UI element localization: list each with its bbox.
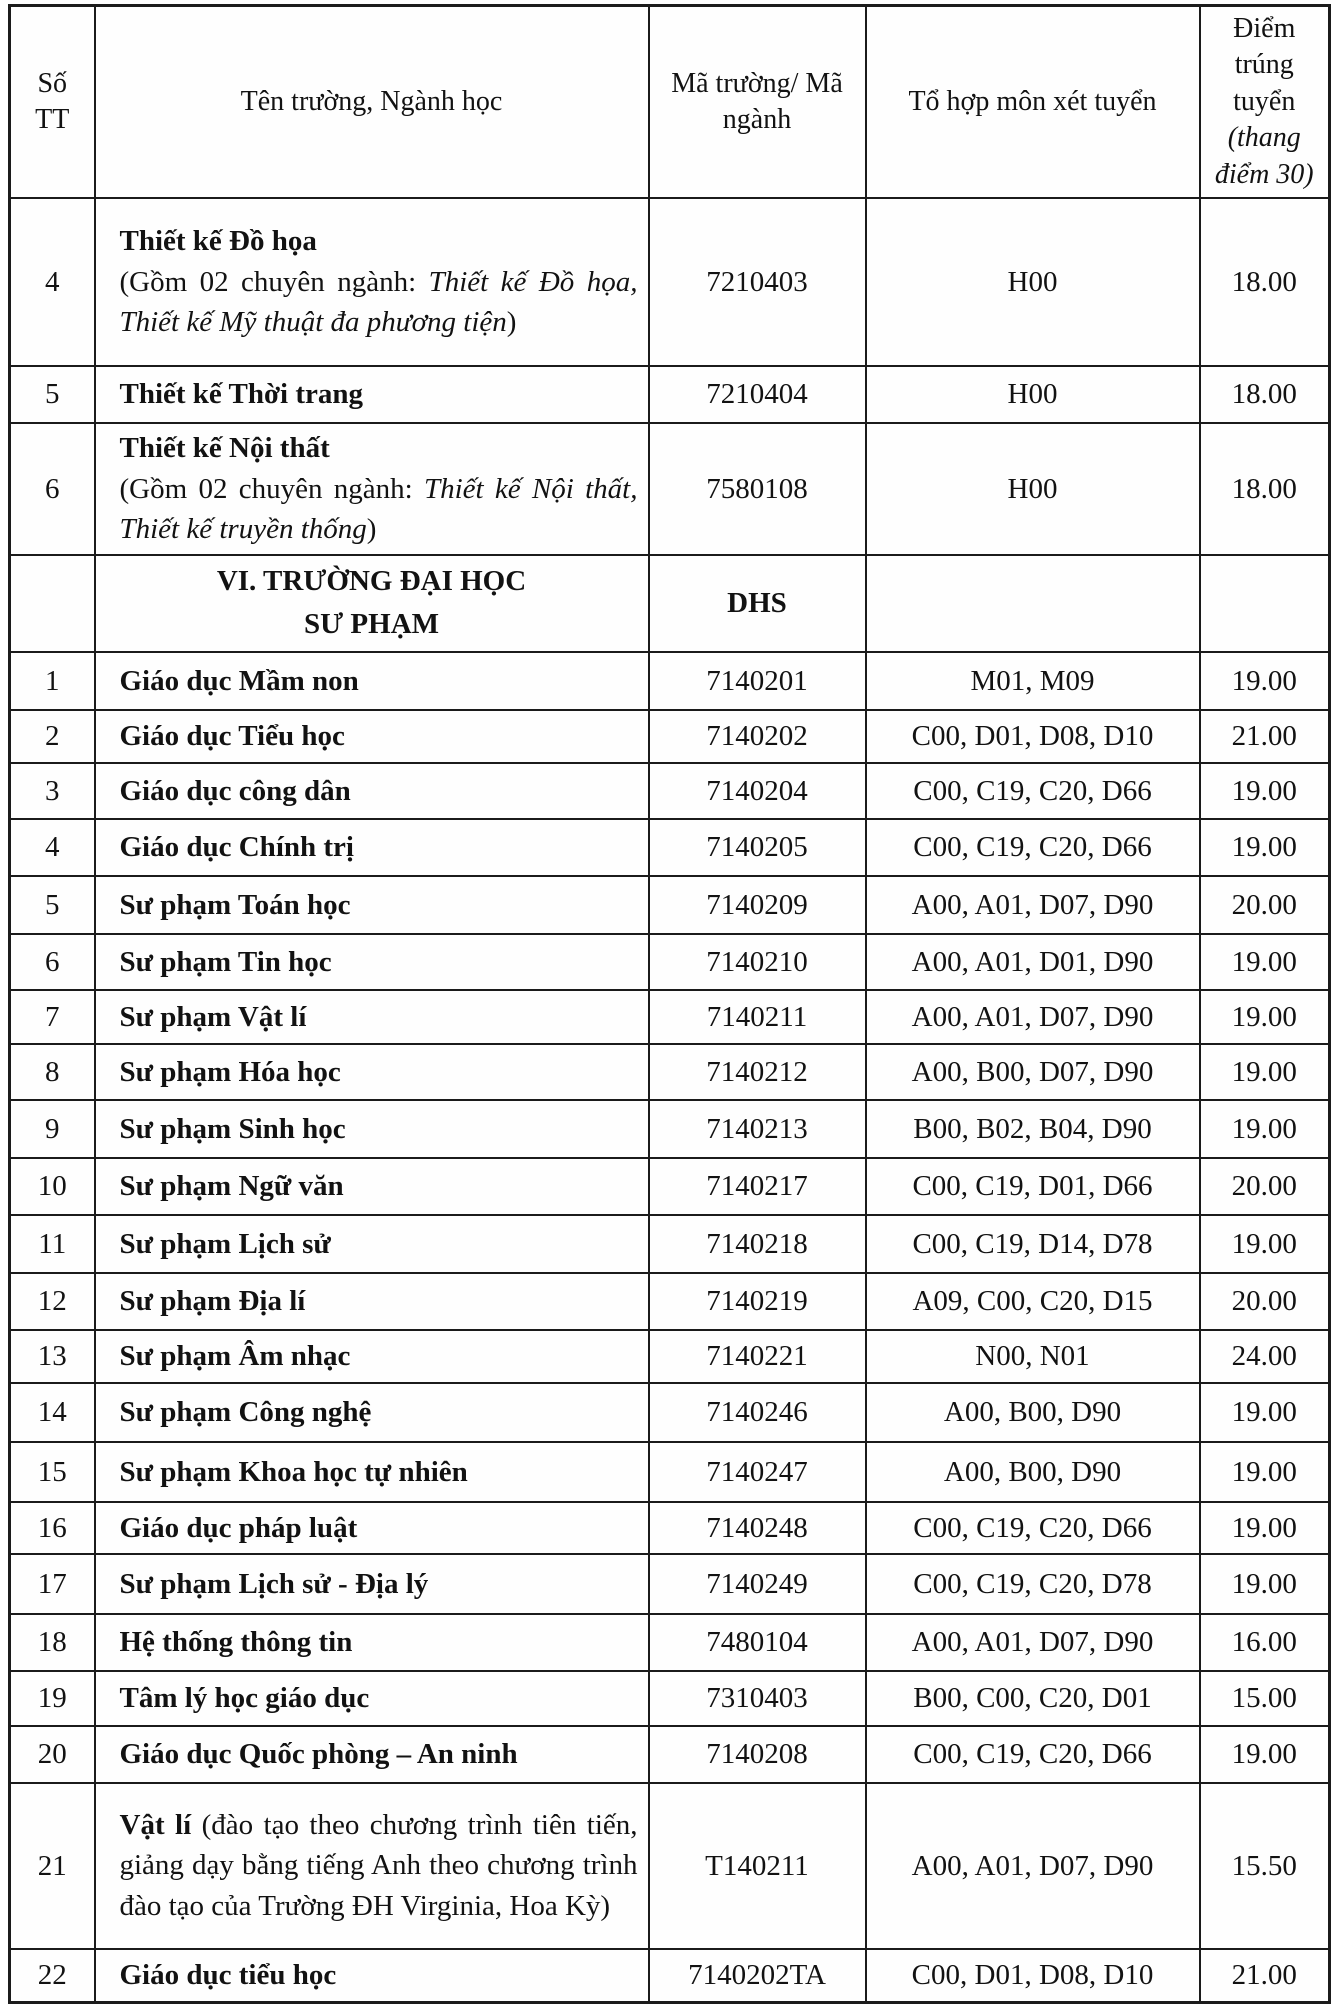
major-name-cell (95, 1044, 649, 1100)
major-name: Thiết kế Nội thất (119, 431, 330, 464)
subject-combo-cell: A00, B00, D90 (866, 1383, 1200, 1442)
major-name: Sư phạm Hóa học (119, 1055, 341, 1088)
table-row (10, 198, 1330, 366)
row-number-cell: 17 (10, 1554, 95, 1614)
major-code-cell: 7480104 (649, 1614, 866, 1671)
major-name: Sư phạm Âm nhạc (119, 1340, 351, 1373)
major-code-cell: 7140211 (649, 990, 866, 1044)
major-name-cell (95, 1383, 649, 1442)
row-number-cell (10, 555, 95, 652)
subject-combo-cell (866, 555, 1200, 652)
major-name-cell (95, 1273, 649, 1330)
header-stt-line1: Số (37, 67, 68, 99)
major-code-cell: 7140201 (649, 652, 866, 710)
major-name-cell (95, 198, 649, 366)
score-cell: 18.00 (1200, 198, 1330, 366)
row-number-cell: 5 (10, 366, 95, 423)
major-code-cell: 7580108 (649, 423, 866, 555)
subject-combo-cell: H00 (866, 198, 1200, 366)
table-row (10, 1502, 1330, 1554)
major-name-note-italic: Thiết kế Nội thất, Thiết kế truyền thống (119, 472, 638, 546)
header-code: Mã trường/ Mã ngành (649, 6, 866, 198)
major-code-cell: 7140246 (649, 1383, 866, 1442)
major-name-note-close: ) (506, 306, 517, 339)
subject-combo-cell: A00, A01, D07, D90 (866, 990, 1200, 1044)
table-row (10, 1726, 1330, 1783)
subject-combo-cell: A00, B00, D90 (866, 1442, 1200, 1502)
major-name-cell (95, 366, 649, 423)
major-name: Vật lí (119, 1808, 192, 1841)
major-name-cell (95, 876, 649, 934)
section-header-row (10, 555, 1330, 652)
major-name-cell (95, 1949, 649, 2003)
major-code-cell: 7140205 (649, 819, 866, 876)
major-code-cell: 7140204 (649, 763, 866, 819)
major-code-cell: 7140221 (649, 1330, 866, 1383)
subject-combo-cell: N00, N01 (866, 1330, 1200, 1383)
major-name: Sư phạm Sinh học (119, 1112, 346, 1145)
table-row (10, 934, 1330, 990)
major-name-cell (95, 423, 649, 555)
major-code-cell: 7140208 (649, 1726, 866, 1783)
row-number-cell: 13 (10, 1330, 95, 1383)
row-number-cell: 21 (10, 1783, 95, 1949)
major-name-cell (95, 1502, 649, 1554)
major-name-note: (đào tạo theo chương trình tiên tiến, giảng dạy bằng tiếng Anh theo chương trình đào tạo của Trường ĐH Virginia, Hoa Kỳ) (119, 1808, 638, 1923)
table-row (10, 652, 1330, 710)
major-name: Hệ thống thông tin (119, 1626, 353, 1659)
table-row (10, 1158, 1330, 1215)
row-number-cell: 19 (10, 1671, 95, 1726)
major-code-cell: 7210404 (649, 366, 866, 423)
major-name-note-close: ) (366, 513, 377, 546)
major-code-cell: 7140202TA (649, 1949, 866, 2003)
major-name: Giáo dục Mầm non (119, 664, 359, 697)
subject-combo-cell: C00, C19, C20, D66 (866, 763, 1200, 819)
subject-combo-cell: H00 (866, 423, 1200, 555)
score-cell: 19.00 (1200, 934, 1330, 990)
row-number-cell: 4 (10, 819, 95, 876)
row-number-cell: 12 (10, 1273, 95, 1330)
major-name-cell (95, 1158, 649, 1215)
header-combo: Tổ hợp môn xét tuyển (866, 6, 1200, 198)
row-number-cell: 8 (10, 1044, 95, 1100)
score-cell: 21.00 (1200, 710, 1330, 763)
row-number-cell: 7 (10, 990, 95, 1044)
row-number-cell: 14 (10, 1383, 95, 1442)
table-row (10, 819, 1330, 876)
major-name-cell (95, 819, 649, 876)
header-stt-line2: TT (35, 103, 70, 135)
major-name: Giáo dục công dân (119, 774, 351, 807)
score-cell: 19.00 (1200, 819, 1330, 876)
score-cell: 15.00 (1200, 1671, 1330, 1726)
major-code-cell: 7140213 (649, 1100, 866, 1158)
subject-combo-cell: C00, C19, C20, D78 (866, 1554, 1200, 1614)
table-row (10, 1044, 1330, 1100)
header-score (1200, 6, 1330, 198)
table-row (10, 1330, 1330, 1383)
subject-combo-cell: A09, C00, C20, D15 (866, 1273, 1200, 1330)
major-code-cell: 7140212 (649, 1044, 866, 1100)
score-cell: 19.00 (1200, 1044, 1330, 1100)
major-name: Thiết kế Đồ họa (119, 225, 317, 258)
header-row (10, 6, 1330, 198)
major-name-cell (95, 763, 649, 819)
major-name: Giáo dục pháp luật (119, 1511, 358, 1544)
school-code-cell (649, 555, 866, 652)
row-number-cell: 16 (10, 1502, 95, 1554)
subject-combo-cell: B00, C00, C20, D01 (866, 1671, 1200, 1726)
major-name-cell (95, 1442, 649, 1502)
table-row (10, 1949, 1330, 2003)
major-code-cell: T140211 (649, 1783, 866, 1949)
header-stt (10, 6, 95, 198)
score-cell (1200, 555, 1330, 652)
major-name: Sư phạm Toán học (119, 888, 351, 921)
major-name: Tâm lý học giáo dục (119, 1682, 370, 1715)
table-row (10, 1783, 1330, 1949)
score-cell: 19.00 (1200, 652, 1330, 710)
row-number-cell: 1 (10, 652, 95, 710)
major-code-cell: 7140247 (649, 1442, 866, 1502)
row-number-cell: 6 (10, 934, 95, 990)
major-name: Giáo dục Quốc phòng – An ninh (119, 1738, 518, 1771)
row-number-cell: 3 (10, 763, 95, 819)
major-name-cell (95, 1614, 649, 1671)
major-name: Giáo dục tiểu học (119, 1959, 337, 1992)
major-name-cell (95, 1330, 649, 1383)
major-name-note-italic: Thiết kế Đồ họa, Thiết kế Mỹ thuật đa phương tiện (119, 265, 638, 339)
major-name: Thiết kế Thời trang (119, 378, 364, 411)
table-row (10, 876, 1330, 934)
school-code: DHS (727, 587, 787, 620)
major-code-cell: 7140210 (649, 934, 866, 990)
score-cell: 19.00 (1200, 1215, 1330, 1273)
subject-combo-cell: A00, A01, D07, D90 (866, 876, 1200, 934)
major-name-cell (95, 652, 649, 710)
major-name-cell (95, 1554, 649, 1614)
table-row (10, 1442, 1330, 1502)
subject-combo-cell: C00, C19, C20, D66 (866, 819, 1200, 876)
subject-combo-cell: A00, A01, D07, D90 (866, 1614, 1200, 1671)
subject-combo-cell: A00, A01, D01, D90 (866, 934, 1200, 990)
major-name: Sư phạm Công nghệ (119, 1396, 372, 1429)
table-row (10, 1100, 1330, 1158)
score-cell: 19.00 (1200, 763, 1330, 819)
major-name-cell (95, 990, 649, 1044)
major-code-cell: 7140202 (649, 710, 866, 763)
admission-score-table (8, 4, 1331, 2004)
major-name: Sư phạm Địa lí (119, 1285, 306, 1318)
major-name-cell (95, 1215, 649, 1273)
major-name-cell (95, 1100, 649, 1158)
subject-combo-cell: A00, A01, D07, D90 (866, 1783, 1200, 1949)
table-row (10, 423, 1330, 555)
row-number-cell: 9 (10, 1100, 95, 1158)
row-number-cell: 18 (10, 1614, 95, 1671)
row-number-cell: 2 (10, 710, 95, 763)
score-cell: 20.00 (1200, 1273, 1330, 1330)
major-name-note: (Gồm 02 chuyên ngành: (119, 265, 429, 298)
major-name-cell (95, 1726, 649, 1783)
header-score-main: Điểm trúng tuyển (1233, 13, 1296, 117)
row-number-cell: 22 (10, 1949, 95, 2003)
table-row (10, 763, 1330, 819)
major-name-cell (95, 710, 649, 763)
subject-combo-cell: A00, B00, D07, D90 (866, 1044, 1200, 1100)
subject-combo-cell: C00, D01, D08, D10 (866, 1949, 1200, 2003)
major-name: Sư phạm Lịch sử (119, 1227, 331, 1260)
major-code-cell: 7140249 (649, 1554, 866, 1614)
header-score-note: (thang điểm 30) (1214, 122, 1314, 190)
subject-combo-cell: C00, C19, C20, D66 (866, 1502, 1200, 1554)
major-code-cell: 7140248 (649, 1502, 866, 1554)
row-number-cell: 15 (10, 1442, 95, 1502)
subject-combo-cell: C00, D01, D08, D10 (866, 710, 1200, 763)
major-code-cell: 7210403 (649, 198, 866, 366)
section-title-line1: VI. TRƯỜNG ĐẠI HỌC (216, 564, 527, 597)
score-cell: 19.00 (1200, 990, 1330, 1044)
table-row (10, 1215, 1330, 1273)
score-cell: 24.00 (1200, 1330, 1330, 1383)
score-cell: 16.00 (1200, 1614, 1330, 1671)
subject-combo-cell: M01, M09 (866, 652, 1200, 710)
table-row (10, 366, 1330, 423)
table-row (10, 990, 1330, 1044)
score-cell: 18.00 (1200, 423, 1330, 555)
score-cell: 19.00 (1200, 1502, 1330, 1554)
score-cell: 21.00 (1200, 1949, 1330, 2003)
score-cell: 20.00 (1200, 876, 1330, 934)
row-number-cell: 6 (10, 423, 95, 555)
header-school-major: Tên trường, Ngành học (95, 6, 649, 198)
major-code-cell: 7140209 (649, 876, 866, 934)
score-cell: 19.00 (1200, 1383, 1330, 1442)
subject-combo-cell: C00, C19, D14, D78 (866, 1215, 1200, 1273)
major-name: Giáo dục Chính trị (119, 831, 354, 864)
subject-combo-cell: C00, C19, C20, D66 (866, 1726, 1200, 1783)
subject-combo-cell: H00 (866, 366, 1200, 423)
table-row (10, 710, 1330, 763)
row-number-cell: 4 (10, 198, 95, 366)
section-title-cell (95, 555, 649, 652)
table-row (10, 1671, 1330, 1726)
major-name: Giáo dục Tiểu học (119, 720, 345, 753)
major-name: Sư phạm Vật lí (119, 1000, 307, 1033)
subject-combo-cell: C00, C19, D01, D66 (866, 1158, 1200, 1215)
major-name: Sư phạm Khoa học tự nhiên (119, 1455, 468, 1488)
major-code-cell: 7310403 (649, 1671, 866, 1726)
major-name: Sư phạm Tin học (119, 945, 332, 978)
table-row (10, 1614, 1330, 1671)
table-row (10, 1554, 1330, 1614)
score-cell: 19.00 (1200, 1554, 1330, 1614)
major-name: Sư phạm Lịch sử - Địa lý (119, 1567, 429, 1600)
subject-combo-cell: B00, B02, B04, D90 (866, 1100, 1200, 1158)
row-number-cell: 11 (10, 1215, 95, 1273)
major-name-cell (95, 1783, 649, 1949)
section-title-line2: SƯ PHẠM (303, 608, 440, 641)
row-number-cell: 20 (10, 1726, 95, 1783)
score-cell: 15.50 (1200, 1783, 1330, 1949)
table-row (10, 1273, 1330, 1330)
score-cell: 19.00 (1200, 1442, 1330, 1502)
row-number-cell: 5 (10, 876, 95, 934)
score-cell: 18.00 (1200, 366, 1330, 423)
score-cell: 19.00 (1200, 1726, 1330, 1783)
major-name: Sư phạm Ngữ văn (119, 1170, 344, 1203)
major-code-cell: 7140217 (649, 1158, 866, 1215)
major-name-note: (Gồm 02 chuyên ngành: (119, 472, 424, 505)
major-code-cell: 7140218 (649, 1215, 866, 1273)
major-name-cell (95, 1671, 649, 1726)
score-cell: 20.00 (1200, 1158, 1330, 1215)
row-number-cell: 10 (10, 1158, 95, 1215)
major-name-cell (95, 934, 649, 990)
table-row (10, 1383, 1330, 1442)
score-cell: 19.00 (1200, 1100, 1330, 1158)
major-code-cell: 7140219 (649, 1273, 866, 1330)
